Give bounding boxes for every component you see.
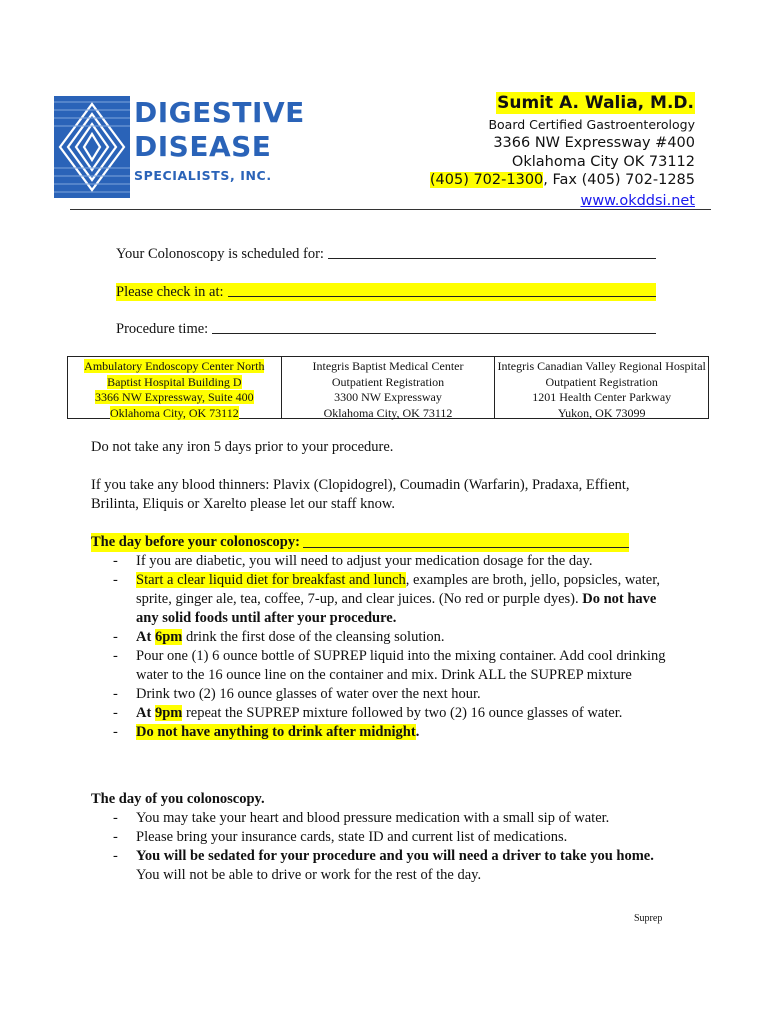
first-dose-time: 6pm <box>154 629 183 645</box>
sedation-driver-warning: You will be sedated for your procedure and you will need a driver to take you home. <box>136 848 654 864</box>
location-cell-1 <box>68 357 281 418</box>
list-item <box>113 809 673 828</box>
list-item <box>113 647 673 685</box>
address-line-2: Oklahoma City OK 73112 <box>511 153 695 170</box>
location-2-line-4: Oklahoma City, OK 73112 <box>323 405 453 420</box>
day-of-item-2: Please bring your insurance cards, state ID and current list of medications. <box>136 829 568 845</box>
location-cell-3 <box>494 357 708 418</box>
second-dose-time: 9pm <box>154 705 183 721</box>
scheduled-for-label: Your Colonoscopy is scheduled for: <box>116 246 324 262</box>
phone-fax-line <box>430 171 695 190</box>
no-solid-foods-warning: Do not have any solid foods until after your procedure. <box>136 591 657 626</box>
doctor-name: Sumit A. Walia, M.D. <box>497 93 694 113</box>
location-1-line-4: Oklahoma City, OK 73112 <box>109 405 239 420</box>
list-item <box>113 628 673 647</box>
logo-line-1: DIGESTIVE <box>134 96 305 129</box>
website-link[interactable]: www.okddsi.net <box>580 192 695 209</box>
water-instructions: Drink two (2) 16 ounce glasses of water over the next hour. <box>136 686 481 702</box>
check-in-blank[interactable] <box>228 283 657 297</box>
procedure-time-line <box>116 320 656 338</box>
list-item <box>113 571 673 628</box>
list-item <box>113 828 673 847</box>
doctor-contact-block <box>430 92 695 210</box>
location-2-line-3: 3300 NW Expressway <box>334 390 442 404</box>
iron-note: Do not take any iron 5 days prior to your procedure. <box>91 439 394 455</box>
list-item <box>113 704 673 723</box>
location-cell-2 <box>281 357 495 418</box>
no-driving-note: You will not be able to drive or work for the rest of the day. <box>136 867 482 883</box>
location-1-line-1: Ambulatory Endoscopy Center North <box>84 359 265 373</box>
suprep-mixing-instructions: Pour one (1) 6 ounce bottle of SUPREP liquid into the mixing container. Add cool drinking water to the 16 ounce line on the container and mix. Drink ALL the SUPREP mixture <box>136 648 666 683</box>
blood-thinners-note: If you take any blood thinners: Plavix (Clopidogrel), Coumadin (Warfarin), Pradaxa, Effient, Brilinta, Eliquis or Xarelto please let our staff know. <box>91 477 630 512</box>
logo-wordmark <box>134 96 305 183</box>
clear-liquid-examples: , examples are broth, jello, popsicles, water, sprite, ginger ale, tea, coffee, 7-up, and clear juices. (No red or purple dyes). <box>136 572 661 607</box>
scheduled-for-line <box>116 245 656 263</box>
location-2-line-1: Integris Baptist Medical Center <box>312 359 464 373</box>
check-in-line <box>116 283 656 301</box>
location-3-line-4: Yukon, OK 73099 <box>557 405 646 420</box>
day-of-list <box>113 809 673 885</box>
location-1-line-3: 3366 NW Expressway, Suite 400 <box>95 390 254 404</box>
logo-emblem-icon <box>54 96 130 198</box>
first-dose-at: At <box>136 629 155 645</box>
day-before-item-1: If you are diabetic, you will need to adjust your medication dosage for the day. <box>136 553 593 569</box>
list-item <box>113 723 673 742</box>
header-divider <box>70 209 711 210</box>
day-before-blank <box>303 533 629 548</box>
day-of-item-1: You may take your heart and blood pressure medication with a small sip of water. <box>136 810 610 826</box>
doctor-title: Board Certified Gastroenterology <box>488 117 695 132</box>
phone-number: (405) 702-1300 <box>429 172 544 188</box>
warning-period: . <box>415 724 420 740</box>
footer-label: Suprep <box>634 913 663 924</box>
nothing-after-midnight-warning: Do not have anything to drink after midnight <box>136 724 416 740</box>
list-item <box>113 847 673 885</box>
second-dose-text: repeat the SUPREP mixture followed by two (2) 16 ounce glasses of water. <box>182 705 623 721</box>
fax-number: , Fax (405) 702-1285 <box>543 172 695 188</box>
location-3-line-1: Integris Canadian Valley Regional Hospital <box>497 359 706 373</box>
locations-table <box>67 356 709 419</box>
logo-line-3: SPECIALISTS, INC. <box>134 168 272 183</box>
day-before-list <box>113 552 673 742</box>
address-line-1: 3366 NW Expressway #400 <box>493 135 695 151</box>
procedure-time-blank[interactable] <box>212 320 656 334</box>
location-3-line-3: 1201 Health Center Parkway <box>532 390 672 404</box>
second-dose-at: At <box>136 705 155 721</box>
company-logo <box>54 96 305 198</box>
location-2-line-2: Outpatient Registration <box>331 374 445 389</box>
day-of-title: The day of you colonoscopy. <box>91 791 265 807</box>
scheduled-for-blank[interactable] <box>328 245 656 259</box>
list-item <box>113 552 673 571</box>
day-before-title: The day before your colonoscopy: <box>91 534 300 550</box>
location-1-line-2: Baptist Hospital Building D <box>107 374 242 389</box>
procedure-time-label: Procedure time: <box>116 321 209 337</box>
list-item <box>113 685 673 704</box>
day-before-heading <box>91 533 629 552</box>
first-dose-text: drink the first dose of the cleansing solution. <box>182 629 445 645</box>
location-3-line-2: Outpatient Registration <box>545 374 658 389</box>
logo-line-2: DISEASE <box>134 130 272 163</box>
check-in-label: Please check in at: <box>116 284 224 300</box>
clear-liquid-diet-highlight: Start a clear liquid diet for breakfast and lunch <box>136 572 406 588</box>
